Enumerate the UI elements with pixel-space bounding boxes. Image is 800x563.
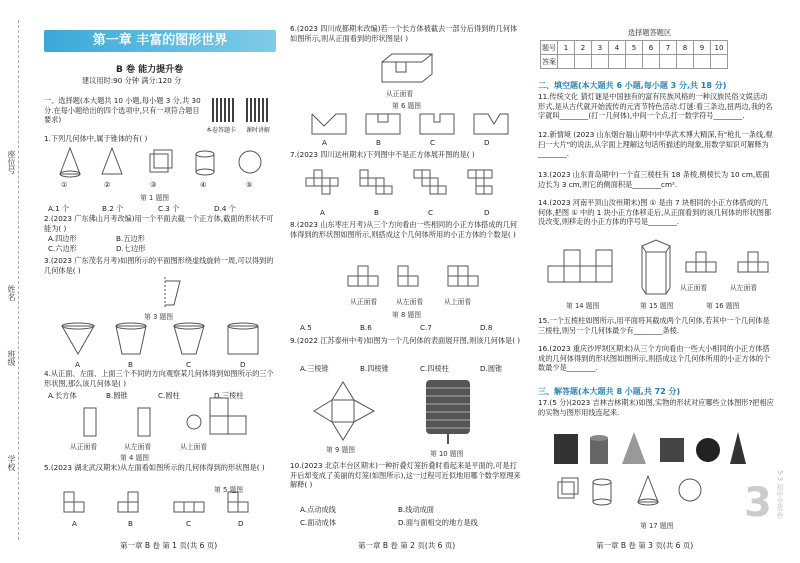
q5-option-b[interactable]: B [128,519,133,528]
q9-option-c[interactable]: C.四棱柱 [420,364,449,373]
qr2-label: 课时讲解 [246,127,271,134]
answer-cell[interactable] [694,55,711,69]
q3-text: 3.(2023 广东茂名月考)如图所示的平面图形绕虚线旋转一周,可以得到的几何体是( ) [44,256,274,275]
q7-option-c[interactable]: C [428,208,434,217]
answer-table [540,40,728,69]
q12-text: 12.新情境 (2023 山东烟台福山期中)中华武术博大精深,有"枪扎一条线,棍扫一大片"的说法,从字面上理解这句话所描述的现象,用数学知识可解释为________. [538,130,773,159]
qr-code-answer-card[interactable] [212,98,236,122]
q10-option-c[interactable]: C.面动成体 [300,518,337,527]
answer-num: 5 [626,41,643,55]
q1-option-b[interactable]: B.2 个 [102,204,124,213]
q3-option-b[interactable]: B [128,360,133,369]
answer-area-title: 选择题答题区 [628,28,672,37]
q8-view-front: 从正面看 [350,298,378,306]
q4-option-d[interactable]: D.三棱柱 [214,391,244,400]
q1-label-4: ④ [200,180,207,189]
q10-text: 10.(2023 北京丰台区期末)一种折叠灯笼折叠时看起来是平面的,可是打开后却变成了美丽的灯笼(如图所示),这一过程可近似地用哪个数学原理来解释( ) [290,461,521,490]
q7-option-b[interactable]: B [374,208,379,217]
q1-label-5: ⑤ [246,180,253,189]
qr-code-lesson[interactable] [246,98,270,122]
section3-heading: 三、解答题(本大题共 8 小题,共 72 分) [538,387,681,396]
q11-text: 11.传统文化 猜灯谜是中国独有的富有民族风格的一种汉族民俗文娱活动形式,是从古代就开始流传的元宵节特色活动.灯谜:看三条边,扭两边,我的名字就叫________(打一几何体),中间一个点,打一数学符号________. [538,92,773,121]
q5-option-c[interactable]: C [186,519,192,528]
q16-figures [682,250,778,278]
q6-caption: 第 6 题图 [392,102,422,110]
binding-dashed-line [18,20,19,540]
name-label: 姓名 [7,285,16,301]
q8-view-top: 从上面看 [444,298,472,306]
q1-label-2: ② [104,180,111,189]
q1-option-c[interactable]: C.3 个 [158,204,180,213]
q9-option-b[interactable]: B.四棱锥 [360,364,389,373]
answer-cell[interactable] [575,55,592,69]
answer-num: 6 [643,41,660,55]
q2-option-d[interactable]: D.七边形 [116,244,146,253]
q3-option-c[interactable]: C [186,360,192,369]
q1-option-a[interactable]: A.1 个 [48,204,70,213]
q1-caption: 第 1 题图 [140,194,170,202]
q7-option-a[interactable]: A [320,208,325,217]
q6-figure [378,50,438,86]
q4-option-b[interactable]: B.圆锥 [106,391,128,400]
qr1-label: 本卷答题卡 [206,127,237,134]
q4-view-front: 从正面看 [70,443,98,451]
answer-num: 4 [609,41,626,55]
q4-text: 4.从正面、左面、上面三个不同的方向观察某几何体得到如图所示的三个形状图,那么该几何体是( ) [44,369,274,388]
q4-option-c[interactable]: C.圆柱 [158,391,180,400]
q1-text: 1.下列几何体中,属于锥体的有( ) [44,134,148,143]
q16-caption: 第 16 题图 [706,302,740,310]
exam-meta: 建议用时:90 分钟 满分:120 分 [82,76,182,85]
q5-option-figures [60,490,260,516]
q3-figure [140,277,190,307]
q3-options-figures [58,322,268,358]
seat-number-label: 座位号 [7,150,16,174]
q1-label-3: ③ [150,180,157,189]
q2-option-b[interactable]: B.五边形 [116,234,145,243]
answer-num: 2 [575,41,592,55]
q9-net-figure [310,380,380,442]
q17-text: 17.(5 分)(2023 吉林吉林期末)如图,实物的形状对应哪些立体图形?把相应的实物与图形用线连起来. [538,398,774,417]
binding-strip [0,0,42,563]
q10-option-d[interactable]: D.面与面相交的地方是线 [398,518,478,527]
q1-option-d[interactable]: D.4 个 [214,204,236,213]
q3-option-d[interactable]: D [240,360,246,369]
answer-num: 10 [711,41,728,55]
q14-caption: 第 14 题图 [566,302,600,310]
class-label: 班级 [7,350,16,366]
q5-option-d[interactable]: D [238,519,244,528]
answer-row1-label: 题号 [541,41,558,55]
answer-num: 9 [694,41,711,55]
q6-option-a[interactable]: A [322,138,327,147]
q1-label-1: ① [61,180,68,189]
q5-text: 5.(2023 湖北武汉期末)从左面看如图所示的几何体得到的形状图是( ) [44,463,265,472]
school-label: 学校 [7,455,16,471]
q15-text: 15.一个五棱柱如图所示,用平面将其截成两个几何体,若其中一个几何体是三棱柱,则另一个几何体最少有________条棱. [538,316,770,335]
q4-view-left: 从左面看 [124,443,152,451]
q10-option-a[interactable]: A.点动成线 [300,505,336,514]
q8-option-a[interactable]: A.5 [300,323,312,332]
q5-caption: 第 5 题图 [214,486,244,494]
page1-footer: 第一章 B 卷 第 1 页(共 6 页) [120,541,218,550]
q16-view-front: 从正面看 [680,284,708,292]
q1-figures [50,144,274,180]
page2-footer: 第一章 B 卷 第 2 页(共 6 页) [358,541,456,550]
answer-cell[interactable] [626,55,643,69]
q9-text: 9.(2022 江苏泰州中考)如图为一个几何体的表面展开图,则该几何体是( ) [290,336,521,345]
q7-text: 7.(2023 四川达州期末)下列图中不是正方体展开图的是( ) [290,150,475,159]
q6-option-d[interactable]: D [484,138,490,147]
q2-option-a[interactable]: A.四边形 [48,234,77,243]
answer-num: 8 [677,41,694,55]
answer-num: 1 [558,41,575,55]
answer-cell[interactable] [660,55,677,69]
series-side-text: 5·3 初中全优卷 [776,470,784,519]
q8-figures [344,262,484,294]
q17-caption: 第 17 题图 [640,522,674,530]
q8-caption: 第 8 题图 [392,311,422,319]
page3-footer: 第一章 B 卷 第 3 页(共 6 页) [596,541,694,550]
q5-option-a[interactable]: A [72,519,77,528]
q4-view-top: 从上面看 [180,443,208,451]
q15-caption: 第 15 题图 [640,302,674,310]
q2-option-c[interactable]: C.六边形 [48,244,77,253]
q4-caption: 第 4 题图 [120,454,150,462]
answer-num: 7 [660,41,677,55]
q15-prism-figure [636,236,676,296]
q6-option-c[interactable]: C [430,138,436,147]
section2-heading: 二、填空题(本大题共 6 小题,每小题 3 分,共 18 分) [538,81,727,90]
q3-caption: 第 3 题图 [144,313,174,321]
q6-option-figures [310,112,516,136]
q6-option-b[interactable]: B [376,138,381,147]
q8-option-d[interactable]: D.8 [480,323,493,332]
volume-title: B 卷 能力提升卷 [116,65,184,75]
q4-side-figure [206,396,252,440]
q8-option-c[interactable]: C.7 [420,323,432,332]
q7-option-d[interactable]: D [484,208,490,217]
answer-cell[interactable] [643,55,660,69]
answer-cell[interactable] [711,55,728,69]
q10-caption: 第 10 题图 [430,450,464,458]
q8-option-b[interactable]: B.6 [360,323,372,332]
q16-text: 16.(2023 重庆沙坪坝区期末)从三个方向看由一些大小相同的小正方体搭成的几何体得到的形状图如图所示,则搭成这个几何体所用的小正方体的个数最少是________. [538,344,771,373]
q4-option-a[interactable]: A.长方体 [48,391,77,400]
q9-option-a[interactable]: A.三棱锥 [300,364,329,373]
q7-option-figures [304,166,516,206]
q6-view-label: 从正面看 [386,90,414,98]
q2-text: 2.(2023 广东佛山月考改编)用一个平面去截一个正方体,截面的形状不可能为( ) [44,214,274,233]
answer-cell[interactable] [558,55,575,69]
answer-cell[interactable] [592,55,609,69]
q14-text: 14.(2023 河南平顶山汝州期末)图 ① 是由 7 块相同的小正方体搭成的几何体,把图 ① 中的 1 块小正方体移走后,从正面看到的该几何体的形状图都没改变,则移走的小正方体的序号是________. [538,198,772,227]
answer-cell[interactable] [677,55,694,69]
q16-view-left: 从左面看 [730,284,758,292]
q8-view-left: 从左面看 [396,298,424,306]
section1-heading: 一、选择题(本大题共 10 小题,每小题 3 分,共 30 分.在每小题给出的四个选项中,只有一项符合题目要求) [44,96,201,125]
q14-figure [544,242,626,294]
q10-option-b[interactable]: B.线动成面 [398,505,434,514]
answer-cell[interactable] [609,55,626,69]
answer-row2-label: 答案 [541,55,558,69]
answer-num: 3 [592,41,609,55]
q13-text: 13.(2023 山东青岛期中)一个直三棱柱有 18 条棱,侧棱长为 10 cm,底面边长为 3 cm,则它的侧面积是________cm². [538,170,770,189]
chapter-title: 第一章 丰富的图形世界 [44,30,276,52]
page-number-badge: 3 [744,480,772,526]
q9-caption: 第 9 题图 [326,446,356,454]
q17-figures [550,428,750,516]
q8-text: 8.(2023 山东枣庄月考)从三个方向看由一些相同的小正方体搭成的几何体得到的形状图如图所示,则搭成这个几何体所用的小正方体的个数是( ) [290,220,518,239]
q6-text: 6.(2023 四川成都期末改编)若一个长方体被截去一部分后得到的几何体如图所示,则从正面看到的形状图是( ) [290,24,518,43]
q9-option-d[interactable]: D.圆锥 [480,364,503,373]
q3-option-a[interactable]: A [75,360,80,369]
q10-lantern-figure [420,374,476,446]
